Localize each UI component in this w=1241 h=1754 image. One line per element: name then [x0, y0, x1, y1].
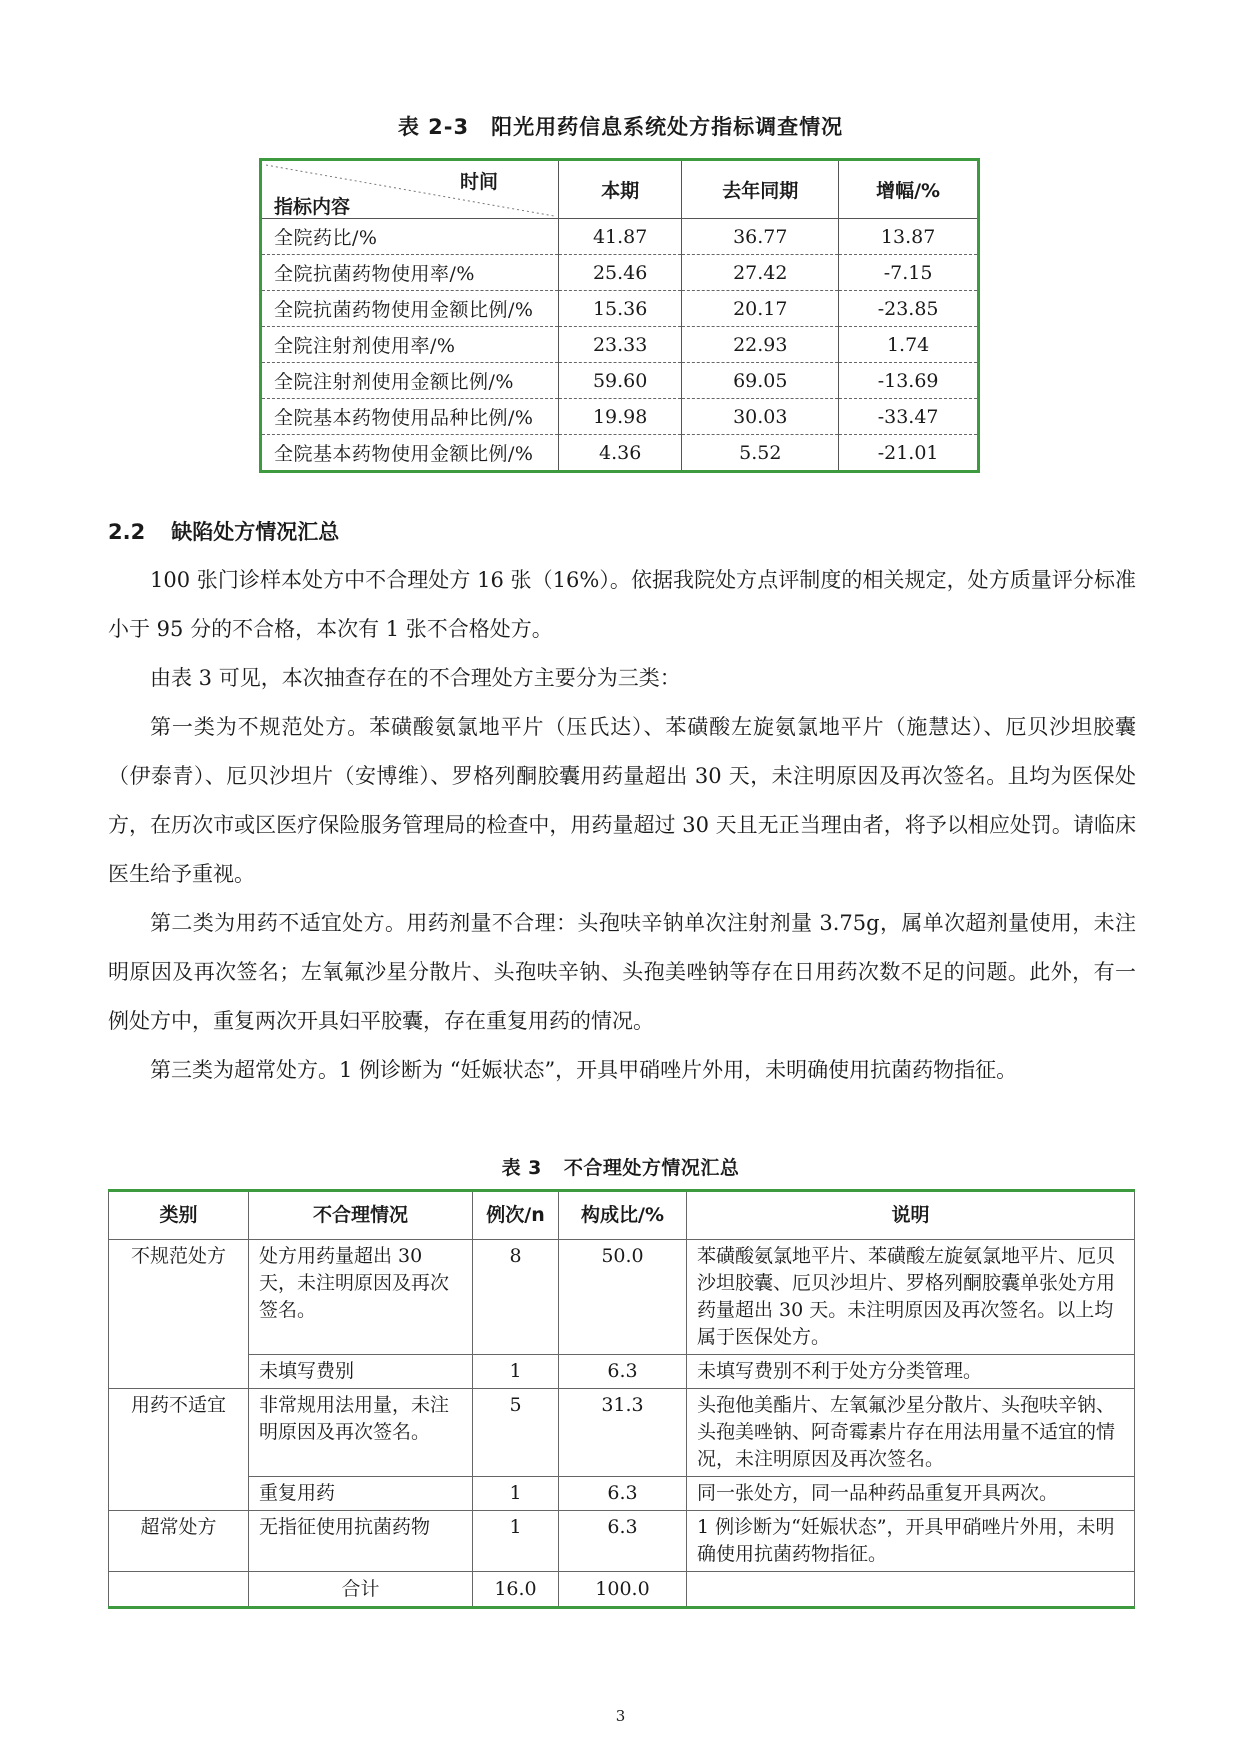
table-row	[261, 219, 979, 255]
indicator-label: 全院注射剂使用金额比例/%	[261, 363, 559, 399]
change-value: -23.85	[839, 291, 979, 327]
issue-cell: 处方用药量超出 30 天，未注明原因及再次签名。	[249, 1240, 473, 1355]
table1-header-current: 本期	[559, 160, 682, 219]
paragraph: 第一类为不规范处方。苯磺酸氨氯地平片（压氏达）、苯磺酸左旋氨氯地平片（施慧达）、厄贝沙坦胶囊（伊泰青）、厄贝沙坦片（安博维）、罗格列酮胶囊用药量超出 30 天，未注明原因及再次签名。且均为医保处方，在历次市或区医疗保险服务管理局的检查中，用药量超过 30 天且无正当理由者，将予以相应处罚。请临床医生给予重视。	[108, 715, 1136, 886]
table2-header-issue: 不合理情况	[249, 1191, 473, 1240]
table1-diagonal-header	[261, 160, 559, 219]
paragraph: 第三类为超常处方。1 例诊断为 “妊娠状态”，开具甲硝唑片外用，未明确使用抗菌药物指征。	[150, 1058, 1018, 1082]
category-cell: 超常处方	[109, 1511, 249, 1572]
indicator-label: 全院抗菌药物使用率/%	[261, 255, 559, 291]
ratio-cell: 6.3	[559, 1355, 687, 1389]
table2-header-category: 类别	[109, 1191, 249, 1240]
table1-header-indicator: 指标内容	[274, 196, 351, 218]
table-row	[109, 1511, 1135, 1572]
note-cell: 头孢他美酯片、左氧氟沙星分散片、头孢呋辛钠、头孢美唑钠、阿奇霉素片存在用法用量不适宜的情况，未注明原因及再次签名。	[687, 1389, 1135, 1477]
indicator-label: 全院基本药物使用品种比例/%	[261, 399, 559, 435]
body-text	[108, 556, 1136, 1095]
issue-cell: 重复用药	[249, 1477, 473, 1511]
table2-header-ratio: 构成比/%	[559, 1191, 687, 1240]
ratio-cell: 50.0	[559, 1240, 687, 1355]
change-value: -7.15	[839, 255, 979, 291]
last-year-value: 69.05	[682, 363, 839, 399]
current-value: 41.87	[559, 219, 682, 255]
last-year-value: 27.42	[682, 255, 839, 291]
current-value: 23.33	[559, 327, 682, 363]
last-year-value: 5.52	[682, 435, 839, 472]
table-row	[109, 1240, 1135, 1355]
table2-caption-title: 不合理处方情况汇总	[563, 1157, 740, 1179]
table1-header-change: 增幅/%	[839, 160, 979, 219]
table1-header-time: 时间	[460, 171, 499, 193]
table1-header-last-year: 去年同期	[682, 160, 839, 219]
current-value: 59.60	[559, 363, 682, 399]
table-row	[261, 399, 979, 435]
current-value: 15.36	[559, 291, 682, 327]
table1-caption-title: 阳光用药信息系统处方指标调查情况	[491, 115, 844, 139]
note-cell: 未填写费别不利于处方分类管理。	[687, 1355, 1135, 1389]
paragraph: 第二类为用药不适宜处方。用药剂量不合理：头孢呋辛钠单次注射剂量 3.75g，属单次超剂量使用，未注明原因及再次签名；左氧氟沙星分散片、头孢呋辛钠、头孢美唑钠等存在日用药次数不足的问题。此外，有一例处方中，重复两次开具妇平胶囊，存在重复用药的情况。	[108, 911, 1136, 1033]
count-cell: 1	[473, 1355, 559, 1389]
table1-caption	[0, 111, 1241, 141]
paragraph: 由表 3 可见，本次抽查存在的不合理处方主要分为三类：	[150, 666, 681, 690]
ratio-cell: 6.3	[559, 1477, 687, 1511]
change-value: 1.74	[839, 327, 979, 363]
current-value: 19.98	[559, 399, 682, 435]
table-row	[261, 255, 979, 291]
count-cell: 1	[473, 1511, 559, 1572]
section-heading	[108, 516, 339, 546]
current-value: 4.36	[559, 435, 682, 472]
total-ratio: 100.0	[559, 1572, 687, 1608]
last-year-value: 20.17	[682, 291, 839, 327]
indicator-label: 全院基本药物使用金额比例/%	[261, 435, 559, 472]
table-row	[261, 327, 979, 363]
section-title: 缺陷处方情况汇总	[171, 520, 340, 544]
page-number: 3	[615, 1707, 626, 1725]
current-value: 25.46	[559, 255, 682, 291]
total-count: 16.0	[473, 1572, 559, 1608]
table1-caption-number: 表 2-3	[397, 115, 470, 139]
table-row	[109, 1389, 1135, 1477]
total-row	[109, 1572, 1135, 1608]
indicator-label: 全院抗菌药物使用金额比例/%	[261, 291, 559, 327]
issue-cell: 未填写费别	[249, 1355, 473, 1389]
count-cell: 1	[473, 1477, 559, 1511]
table1-header-row	[261, 160, 979, 219]
table-row	[109, 1355, 1135, 1389]
ratio-cell: 6.3	[559, 1511, 687, 1572]
change-value: 13.87	[839, 219, 979, 255]
table-row	[261, 435, 979, 472]
table-row	[261, 291, 979, 327]
note-cell: 同一张处方，同一品种药品重复开具两次。	[687, 1477, 1135, 1511]
irrational-prescription-table	[108, 1189, 1135, 1609]
total-label: 合计	[249, 1572, 473, 1608]
total-note-empty	[687, 1572, 1135, 1608]
issue-cell: 非常规用法用量，未注明原因及再次签名。	[249, 1389, 473, 1477]
note-cell: 1 例诊断为“妊娠状态”，开具甲硝唑片外用，未明确使用抗菌药物指征。	[687, 1511, 1135, 1572]
count-cell: 5	[473, 1389, 559, 1477]
change-value: -21.01	[839, 435, 979, 472]
category-cell: 不规范处方	[109, 1240, 249, 1389]
prescription-indicator-table	[259, 158, 980, 473]
table2-header-note: 说明	[687, 1191, 1135, 1240]
total-empty-cell	[109, 1572, 249, 1608]
change-value: -33.47	[839, 399, 979, 435]
last-year-value: 30.03	[682, 399, 839, 435]
note-cell: 苯磺酸氨氯地平片、苯磺酸左旋氨氯地平片、厄贝沙坦胶囊、厄贝沙坦片、罗格列酮胶囊单张处方用药量超出 30 天。未注明原因及再次签名。以上均属于医保处方。	[687, 1240, 1135, 1355]
indicator-label: 全院药比/%	[261, 219, 559, 255]
section-number: 2.2	[108, 520, 146, 544]
table-row	[261, 363, 979, 399]
paragraph: 100 张门诊样本处方中不合理处方 16 张（16%）。依据我院处方点评制度的相关规定，处方质量评分标准小于 95 分的不合格，本次有 1 张不合格处方。	[108, 568, 1136, 641]
table2-header-row	[109, 1191, 1135, 1240]
issue-cell: 无指征使用抗菌药物	[249, 1511, 473, 1572]
table-row	[109, 1477, 1135, 1511]
count-cell: 8	[473, 1240, 559, 1355]
category-cell: 用药不适宜	[109, 1389, 249, 1511]
table2-header-count: 例次/n	[473, 1191, 559, 1240]
change-value: -13.69	[839, 363, 979, 399]
table2-caption	[0, 1153, 1241, 1180]
table2-caption-number: 表 3	[501, 1157, 542, 1179]
last-year-value: 36.77	[682, 219, 839, 255]
indicator-label: 全院注射剂使用率/%	[261, 327, 559, 363]
last-year-value: 22.93	[682, 327, 839, 363]
ratio-cell: 31.3	[559, 1389, 687, 1477]
